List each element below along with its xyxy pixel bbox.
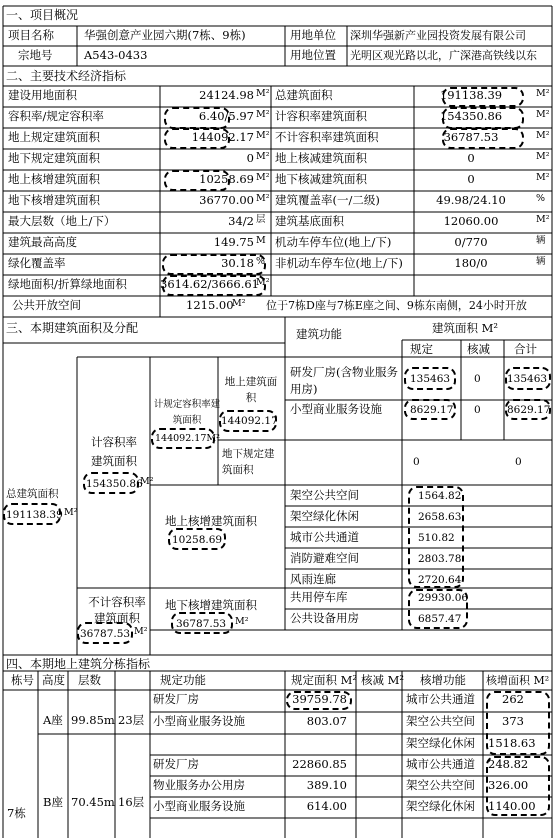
indicator-label: 计容积率建筑面积 — [275, 109, 367, 123]
highlight-mark — [286, 691, 352, 710]
indicator-label: 不计容积率建筑面积 — [275, 130, 379, 144]
added-below-value: 36787.53 — [176, 618, 227, 630]
indicator-label: 地下核增建筑面积 — [8, 193, 100, 207]
highlight-mark — [3, 503, 61, 525]
indicator-label: 地上核减建筑面积 — [275, 151, 367, 165]
highlight-mark — [442, 87, 524, 107]
indicator-unit: 层 — [256, 214, 266, 225]
highlight-mark — [486, 691, 550, 755]
header-added-func: 核增功能 — [420, 673, 466, 687]
indicator-unit: % — [536, 193, 546, 204]
indicator-unit: M² — [256, 151, 270, 162]
indicator-value: 149.75 — [213, 235, 254, 249]
indicator-label: 建设用地面积 — [8, 88, 77, 102]
block-function-label: 物业服务办公用房 — [153, 778, 245, 792]
added-item-value: 2803.78 — [418, 553, 462, 565]
block-added-value: 326.00 — [488, 778, 529, 792]
highlight-mark — [164, 170, 230, 191]
indicator-value: 30.18 — [221, 256, 254, 270]
highlight-mark — [404, 399, 456, 420]
indicator-unit: M² — [256, 277, 270, 288]
above-area-label: 地上建筑面积 — [224, 376, 278, 404]
indicator-value: 0 — [467, 151, 475, 165]
indicator-label: 非机动车停车位(地上/下) — [275, 256, 403, 270]
highlight-mark — [408, 486, 464, 588]
total-area-label: 总建筑面积 — [6, 488, 59, 500]
shop-plan: 8629.17 — [410, 404, 454, 416]
open-space-note: 位于7栋D座与7栋E座之间、9栋东南侧，24小时开放 — [266, 299, 527, 312]
land-user-value: 深圳华强新产业园投资发展有限公司 — [350, 29, 526, 42]
indicator-label: 地下核减建筑面积 — [275, 172, 367, 186]
block-function-label: 小型商业服务设施 — [153, 714, 245, 728]
col-plan: 规定 — [410, 342, 433, 356]
highlight-mark — [164, 107, 230, 129]
location-label: 用地位置 — [290, 48, 336, 62]
block-height: 99.85m — [71, 713, 115, 727]
indicator-label: 绿地面积/折算绿地面积 — [8, 277, 127, 291]
block-function-value: 389.10 — [306, 778, 347, 792]
block-added-label: 架空绿化休闲 — [406, 736, 475, 750]
rd-cut: 0 — [474, 373, 481, 385]
block-added-value: 1140.00 — [488, 799, 536, 813]
indicator-unit: 辆 — [536, 235, 546, 246]
indicator-unit: % — [256, 256, 266, 267]
indicator-value: 49.98/24.10 — [436, 193, 506, 207]
total-area-value: 191138.39 — [6, 509, 63, 521]
indicator-unit: M² — [256, 88, 270, 99]
shop-total: 8629.17 — [507, 404, 551, 416]
col-total: 合计 — [514, 342, 537, 356]
highlight-mark — [83, 472, 139, 494]
highlight-mark — [505, 367, 551, 390]
indicator-unit: M² — [536, 214, 550, 225]
indicator-value: 154350.86 — [439, 109, 503, 123]
header-plan-area: 规定面积 M² — [291, 673, 358, 687]
section-2-title: 二、主要技术经济指标 — [6, 69, 127, 83]
below-plan-plan: 0 — [413, 456, 420, 468]
indicator-label: 建筑最高高度 — [8, 235, 77, 249]
indicator-label: 地上核增建筑面积 — [8, 172, 100, 186]
far-area-value: 154350.86 — [86, 478, 143, 490]
indicator-label: 建筑基底面积 — [275, 214, 344, 228]
nonfar-value: 36787.53 — [80, 628, 131, 640]
indicator-value: 6.40/5.97 — [198, 109, 254, 123]
far-area-unit: M² — [140, 476, 154, 487]
highlight-mark — [171, 612, 233, 634]
section-3-title: 三、本期建筑面积及分配 — [6, 321, 139, 335]
indicator-value: 180/0 — [454, 256, 488, 270]
highlight-mark — [219, 410, 277, 432]
added-item-label: 城市公共通道 — [290, 530, 359, 544]
above-area-value: 144092.17 — [221, 415, 278, 427]
project-name-label: 项目名称 — [8, 28, 54, 42]
block-function-value: 614.00 — [306, 799, 347, 813]
below-plan-total: 0 — [515, 456, 522, 468]
added-item-label: 风雨连廊 — [290, 572, 336, 586]
indicator-value: 24124.98 — [199, 88, 254, 102]
header-height: 高度 — [42, 673, 65, 687]
function-header: 建筑功能 — [296, 327, 342, 341]
block-floors: 16层 — [118, 795, 145, 809]
block-added-value: 248.82 — [488, 757, 529, 771]
section-1-title: 一、项目概况 — [6, 8, 79, 22]
far-area-label: 计容积率建筑面积 — [91, 435, 137, 468]
project-name-value: 华强创意产业园六期(7栋、9栋) — [84, 28, 246, 42]
highlight-mark — [164, 128, 230, 149]
location-value: 光明区观光路以北，广深港高铁线以东 — [350, 49, 537, 62]
indicator-label: 容积率/规定容积率 — [8, 109, 104, 123]
indicator-value: 12060.00 — [443, 214, 499, 228]
header-function: 规定功能 — [160, 673, 206, 687]
open-space-unit: M² — [232, 298, 246, 309]
plan-far-label: 计规定容积率建筑面积 — [153, 399, 221, 426]
added-item-label: 架空公共空间 — [290, 488, 359, 502]
indicator-unit: M — [256, 235, 266, 246]
below-plan-label: 地下规定建筑面积 — [222, 448, 275, 476]
highlight-mark — [162, 254, 266, 275]
added-item-value: 2720.64 — [418, 574, 462, 586]
indicator-unit: M² — [536, 88, 550, 99]
open-space-label: 公共开放空间 — [12, 298, 81, 312]
indicator-value: 0 — [246, 151, 254, 165]
shop-cut: 0 — [474, 404, 481, 416]
indicator-value: 3614.62/3666.61 — [160, 277, 259, 291]
header-cut-area: 核减 M² — [361, 673, 405, 687]
rd-label: 研发厂房(含物业服务用房) — [290, 365, 398, 396]
header-building: 栋号 — [11, 673, 34, 687]
added-below-label: 地下核增建筑面积 — [165, 598, 257, 612]
indicator-value: 144092.17 — [191, 130, 254, 144]
added-above-label: 地上核增建筑面积 — [165, 514, 257, 528]
added-below-unit: M² — [235, 616, 249, 627]
below-item-value: 29930.06 — [418, 592, 469, 604]
indicator-unit: M² — [536, 172, 550, 183]
indicator-unit: M² — [256, 193, 270, 204]
highlight-mark — [162, 275, 266, 296]
highlight-mark — [151, 428, 215, 449]
block-height: 70.45m — [71, 795, 115, 809]
nonfar-label: 不计容积率建筑面积 — [88, 595, 146, 625]
highlight-mark — [442, 107, 524, 129]
highlight-mark — [442, 128, 524, 149]
block-added-label: 城市公共通道 — [406, 757, 475, 771]
added-item-label: 架空绿化休闲 — [290, 509, 359, 523]
highlight-mark — [486, 756, 550, 816]
block-function-value: 803.07 — [306, 714, 347, 728]
below-item-label: 公共设备用房 — [290, 611, 359, 625]
building-label: 7栋 — [7, 806, 26, 820]
parcel-value: A543-0433 — [84, 48, 148, 62]
parcel-label: 宗地号 — [18, 48, 53, 62]
block-name: B座 — [43, 795, 63, 809]
area-header: 建筑面积 M² — [432, 321, 499, 335]
added-item-value: 510.82 — [418, 532, 455, 544]
highlight-mark — [168, 528, 226, 550]
indicator-value: 191138.39 — [439, 88, 503, 102]
header-floors: 层数 — [78, 673, 101, 687]
section-4-title: 四、本期地上建筑分栋指标 — [6, 657, 151, 671]
indicator-label: 地上规定建筑面积 — [8, 130, 100, 144]
indicator-unit: M² — [536, 109, 550, 120]
indicator-label: 总建筑面积 — [275, 88, 333, 102]
indicator-unit: 辆 — [536, 256, 546, 267]
block-name: A座 — [43, 713, 63, 727]
indicator-label: 机动车停车位(地上/下) — [275, 235, 392, 249]
added-item-value: 1564.82 — [418, 490, 462, 502]
block-added-value: 262 — [502, 692, 524, 706]
indicator-label: 最大层数（地上/下） — [8, 214, 116, 228]
indicator-value: 10258.69 — [199, 172, 254, 186]
land-user-label: 用地单位 — [290, 28, 336, 42]
added-item-label: 消防避难空间 — [290, 551, 359, 565]
open-space-value: 1215.00 — [186, 298, 234, 312]
indicator-label: 建筑覆盖率(一/二级) — [275, 193, 380, 207]
block-added-value: 373 — [502, 714, 524, 728]
indicator-unit: M² — [256, 130, 270, 141]
indicator-unit: M² — [536, 130, 550, 141]
block-function-value: 39759.78 — [292, 692, 347, 706]
indicator-label: 绿化覆盖率 — [8, 256, 66, 270]
nonfar-unit: M² — [134, 626, 148, 637]
added-above-value: 10258.69 — [172, 534, 223, 546]
plan-far-value: 144092.17M² — [155, 433, 220, 444]
indicator-value: 0 — [467, 172, 475, 186]
indicator-value: 34/2 — [228, 214, 254, 228]
indicator-unit: M² — [256, 109, 270, 120]
rd-plan: 135463 — [410, 373, 451, 385]
indicator-value: 36787.53 — [443, 130, 499, 144]
indicator-unit: M² — [536, 151, 550, 162]
highlight-mark — [505, 399, 551, 420]
indicator-unit: M² — [256, 172, 270, 183]
below-item-value: 6857.47 — [418, 613, 462, 625]
block-added-label: 架空公共空间 — [406, 778, 475, 792]
highlight-mark — [77, 622, 133, 644]
block-function-label: 研发厂房 — [153, 757, 199, 771]
highlight-mark — [408, 589, 468, 629]
block-added-value: 1518.63 — [488, 736, 536, 750]
added-item-value: 2658.63 — [418, 511, 462, 523]
block-added-label: 架空公共空间 — [406, 714, 475, 728]
highlight-mark — [404, 367, 456, 390]
indicator-value: 0/770 — [454, 235, 488, 249]
block-function-value: 22860.85 — [292, 757, 347, 771]
block-added-label: 城市公共通道 — [406, 692, 475, 706]
indicator-label: 地下规定建筑面积 — [8, 151, 100, 165]
total-area-unit: M² — [64, 507, 78, 518]
block-added-label: 架空绿化休闲 — [406, 799, 475, 813]
header-added-area: 核增面积 M² — [486, 674, 550, 687]
below-item-label: 共用停车库 — [290, 590, 348, 604]
indicator-value: 36770.00 — [199, 193, 254, 207]
block-function-label: 研发厂房 — [153, 692, 199, 706]
block-function-label: 小型商业服务设施 — [153, 799, 245, 813]
block-floors: 23层 — [118, 713, 145, 727]
rd-total: 135463 — [507, 373, 548, 385]
col-cut: 核减 — [467, 342, 490, 356]
shop-label: 小型商业服务设施 — [290, 402, 382, 416]
